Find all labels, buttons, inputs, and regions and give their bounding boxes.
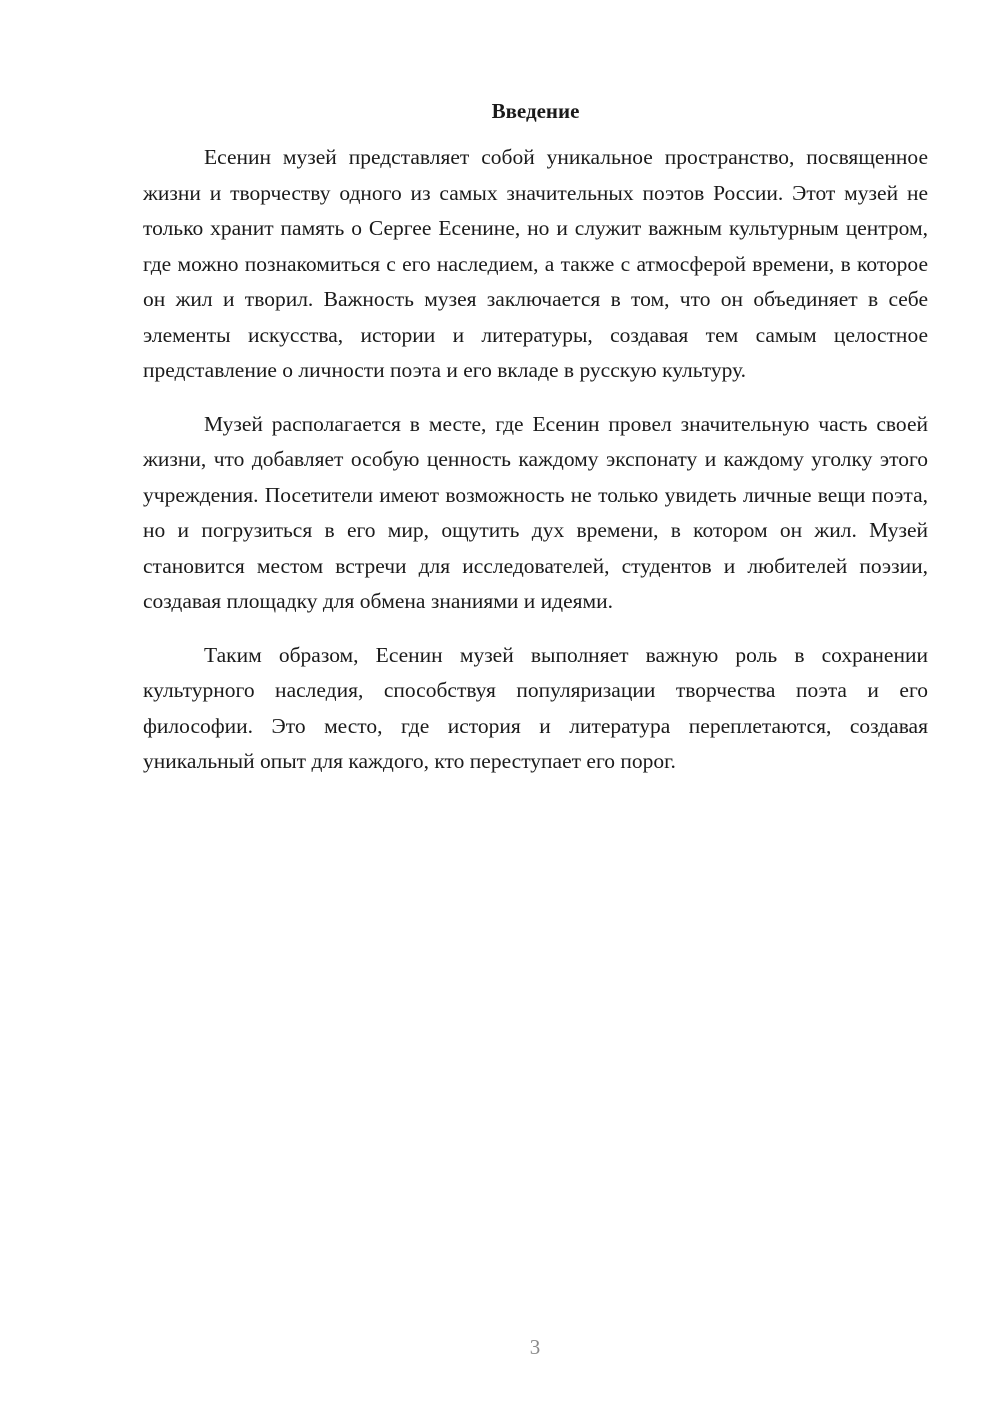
paragraph-2: Музей располагается в месте, где Есенин провел значительную часть своей жизни, что добавляет особую ценность каждому экспонату и каждому уголку этого учреждения. Посетители имеют возможность не только увидеть личные вещи поэта, но и погрузиться в его мир, ощутить дух времени, в котором он жил. Музей становится местом встречи для исследователей, студентов и любителей поэзии, создавая площадку для обмена знаниями и идеями. (143, 411, 928, 613)
section-heading: Введение (491, 99, 580, 123)
paragraph-1: Есенин музей представляет собой уникальное пространство, посвященное жизни и творчеству одного из самых значительных поэтов России. Этот музей не только хранит память о Сергее Есенине, но и служит важным культурным центром, где можно познакомиться с его наследием, а также с атмосферой времени, в которое он жил и творил. Важность музея заключается в том, что он объединяет в себе элементы искусства, истории и литературы, создавая тем самым целостное представление о личности поэта и его вкладе в русскую культуру. (143, 145, 928, 382)
page-number: 3 (529, 1335, 541, 1359)
body-text (143, 140, 928, 798)
paragraph-3: Таким образом, Есенин музей выполняет важную роль в сохранении культурного наследия, способствуя популяризации творчества поэта и его философии. Это место, где история и литература переплетаются, создавая уникальный опыт для каждого, кто переступает его порог. (143, 642, 928, 773)
